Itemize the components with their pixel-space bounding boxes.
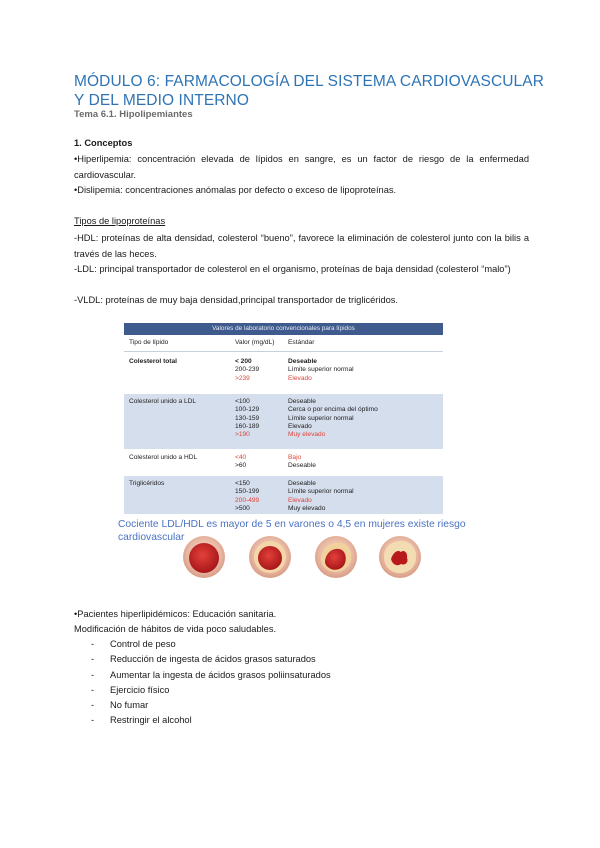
value-line: >190: [235, 431, 250, 439]
standard-line: Deseable: [288, 480, 316, 487]
list-item-text: No fumar: [110, 700, 149, 711]
patients-line: •Pacientes hiperlipidémicos: Educación sanitaria.: [74, 609, 277, 619]
list-item: [91, 683, 331, 698]
standard-line: Muy elevado: [288, 504, 326, 512]
habits-intro-line: Modificación de hábitos de vida poco saludables.: [74, 624, 277, 634]
value-cell: [235, 398, 259, 439]
list-item-text: Ejercicio físico: [110, 684, 170, 695]
table-header-row: [124, 335, 443, 352]
artery-illustrations: [180, 527, 434, 579]
value-line: 160-189: [235, 422, 260, 430]
healthy-artery-image: [182, 535, 226, 579]
value-cell: [235, 480, 259, 513]
mild-plaque-artery-image: [248, 535, 292, 579]
healthy-habits-list: [91, 637, 331, 729]
standard-line: Elevado: [288, 496, 312, 504]
list-item: [91, 652, 331, 667]
severe-plaque-artery-image: [378, 535, 422, 579]
standard-line: Elevado: [288, 422, 312, 430]
standard-line: Límite superior normal: [288, 414, 354, 422]
list-dash: -: [91, 639, 95, 649]
ldl-hdl-ratio-note: Cociente LDL/HDL es mayor de 5 en varones o 4,5 en mujeres existe riesgo cardiovascular: [118, 519, 466, 543]
standard-cell: [288, 454, 316, 471]
standard-cell: [288, 358, 354, 383]
topic-subtitle: Tema 6.1. Hipolipemiantes: [74, 109, 193, 120]
row-label: Colesterol unido a LDL: [129, 398, 197, 405]
list-item-text: Restringir el alcohol: [110, 715, 192, 726]
column-header: Tipo de lípido: [129, 339, 169, 346]
standard-line: Deseable: [288, 358, 317, 365]
standard-line: Bajo: [288, 454, 302, 461]
value-line: <100: [235, 398, 250, 405]
standard-line: Límite superior normal: [288, 488, 354, 496]
lipid-values-table: [124, 323, 443, 514]
value-line: < 200: [235, 358, 252, 365]
value-line: 150-199: [235, 488, 260, 496]
table-row: [124, 450, 443, 476]
list-dash: -: [91, 715, 95, 726]
table-row: [124, 476, 443, 514]
list-item-text: Control de peso: [110, 639, 176, 649]
value-line: <40: [235, 454, 247, 461]
paragraph-vldl: -VLDL: proteínas de muy baja densidad,principal transportador de triglicéridos.: [74, 295, 399, 305]
paragraph-dislipemia: •Dislipemia: concentraciones anómalas por defecto o exceso de lipoproteínas.: [74, 185, 397, 195]
value-line: 100-129: [235, 406, 260, 414]
value-line: >60: [235, 462, 247, 470]
standard-cell: [288, 398, 378, 439]
row-label: Triglicéridos: [129, 480, 165, 487]
value-cell: [235, 454, 246, 471]
list-item: [91, 637, 331, 652]
table-row: [124, 352, 443, 394]
value-line: >500: [235, 504, 250, 512]
paragraph-ldl: -LDL: principal transportador de colesterol en el organismo, proteínas de baja densidad (colesterol “malo”): [74, 264, 511, 274]
list-dash: -: [91, 700, 95, 711]
table-row: [124, 394, 443, 450]
standard-line: Deseable: [288, 462, 316, 470]
table-caption: Valores de laboratorio convencionales para lípidos: [124, 323, 443, 335]
paragraph-hiperlipemia: •Hiperlipemia: concentración elevada de lípidos en sangre, es un factor de riesgo de la enfermedad cardiovascular.: [74, 154, 529, 180]
list-dash: -: [91, 669, 95, 680]
value-line: 130-159: [235, 414, 260, 422]
row-label: Colesterol unido a HDL: [129, 454, 198, 461]
list-item: [91, 713, 331, 728]
section-heading-lipoproteins: Tipos de lipoproteínas: [74, 216, 166, 226]
list-item-text: Reducción de ingesta de ácidos grasos saturados: [110, 654, 316, 665]
module-title: MÓDULO 6: FARMACOLOGÍA DEL SISTEMA CARDIOVASCULAR Y DEL MEDIO INTERNO: [74, 73, 545, 109]
paragraph-hdl: -HDL: proteínas de alta densidad, colesterol “bueno”, favorece la eliminación de colesterol junto con la bilis a través de las heces.: [74, 233, 529, 259]
standard-line: Límite superior normal: [288, 366, 354, 374]
value-line: <150: [235, 480, 250, 487]
list-dash: -: [91, 654, 95, 665]
list-dash: -: [91, 684, 95, 695]
value-cell: [235, 358, 259, 383]
standard-cell: [288, 480, 354, 513]
list-item: [91, 668, 331, 683]
column-header: Valor (mg/dL): [235, 339, 275, 346]
moderate-plaque-artery-image: [314, 535, 358, 579]
standard-line: Cerca o por encima del óptimo: [288, 406, 378, 414]
standard-line: Muy elevado: [288, 431, 326, 439]
column-header: Estándar: [288, 339, 315, 346]
value-line: >239: [235, 374, 250, 382]
value-line: 200-239: [235, 366, 260, 374]
standard-line: Elevado: [288, 374, 312, 382]
list-item-text: Aumentar la ingesta de ácidos grasos poliinsaturados: [110, 669, 331, 680]
section-heading-concepts: 1. Conceptos: [74, 138, 133, 148]
list-item: [91, 698, 331, 713]
row-label: Colesterol total: [129, 358, 177, 365]
value-line: 200-499: [235, 496, 260, 504]
standard-line: Deseable: [288, 398, 316, 405]
